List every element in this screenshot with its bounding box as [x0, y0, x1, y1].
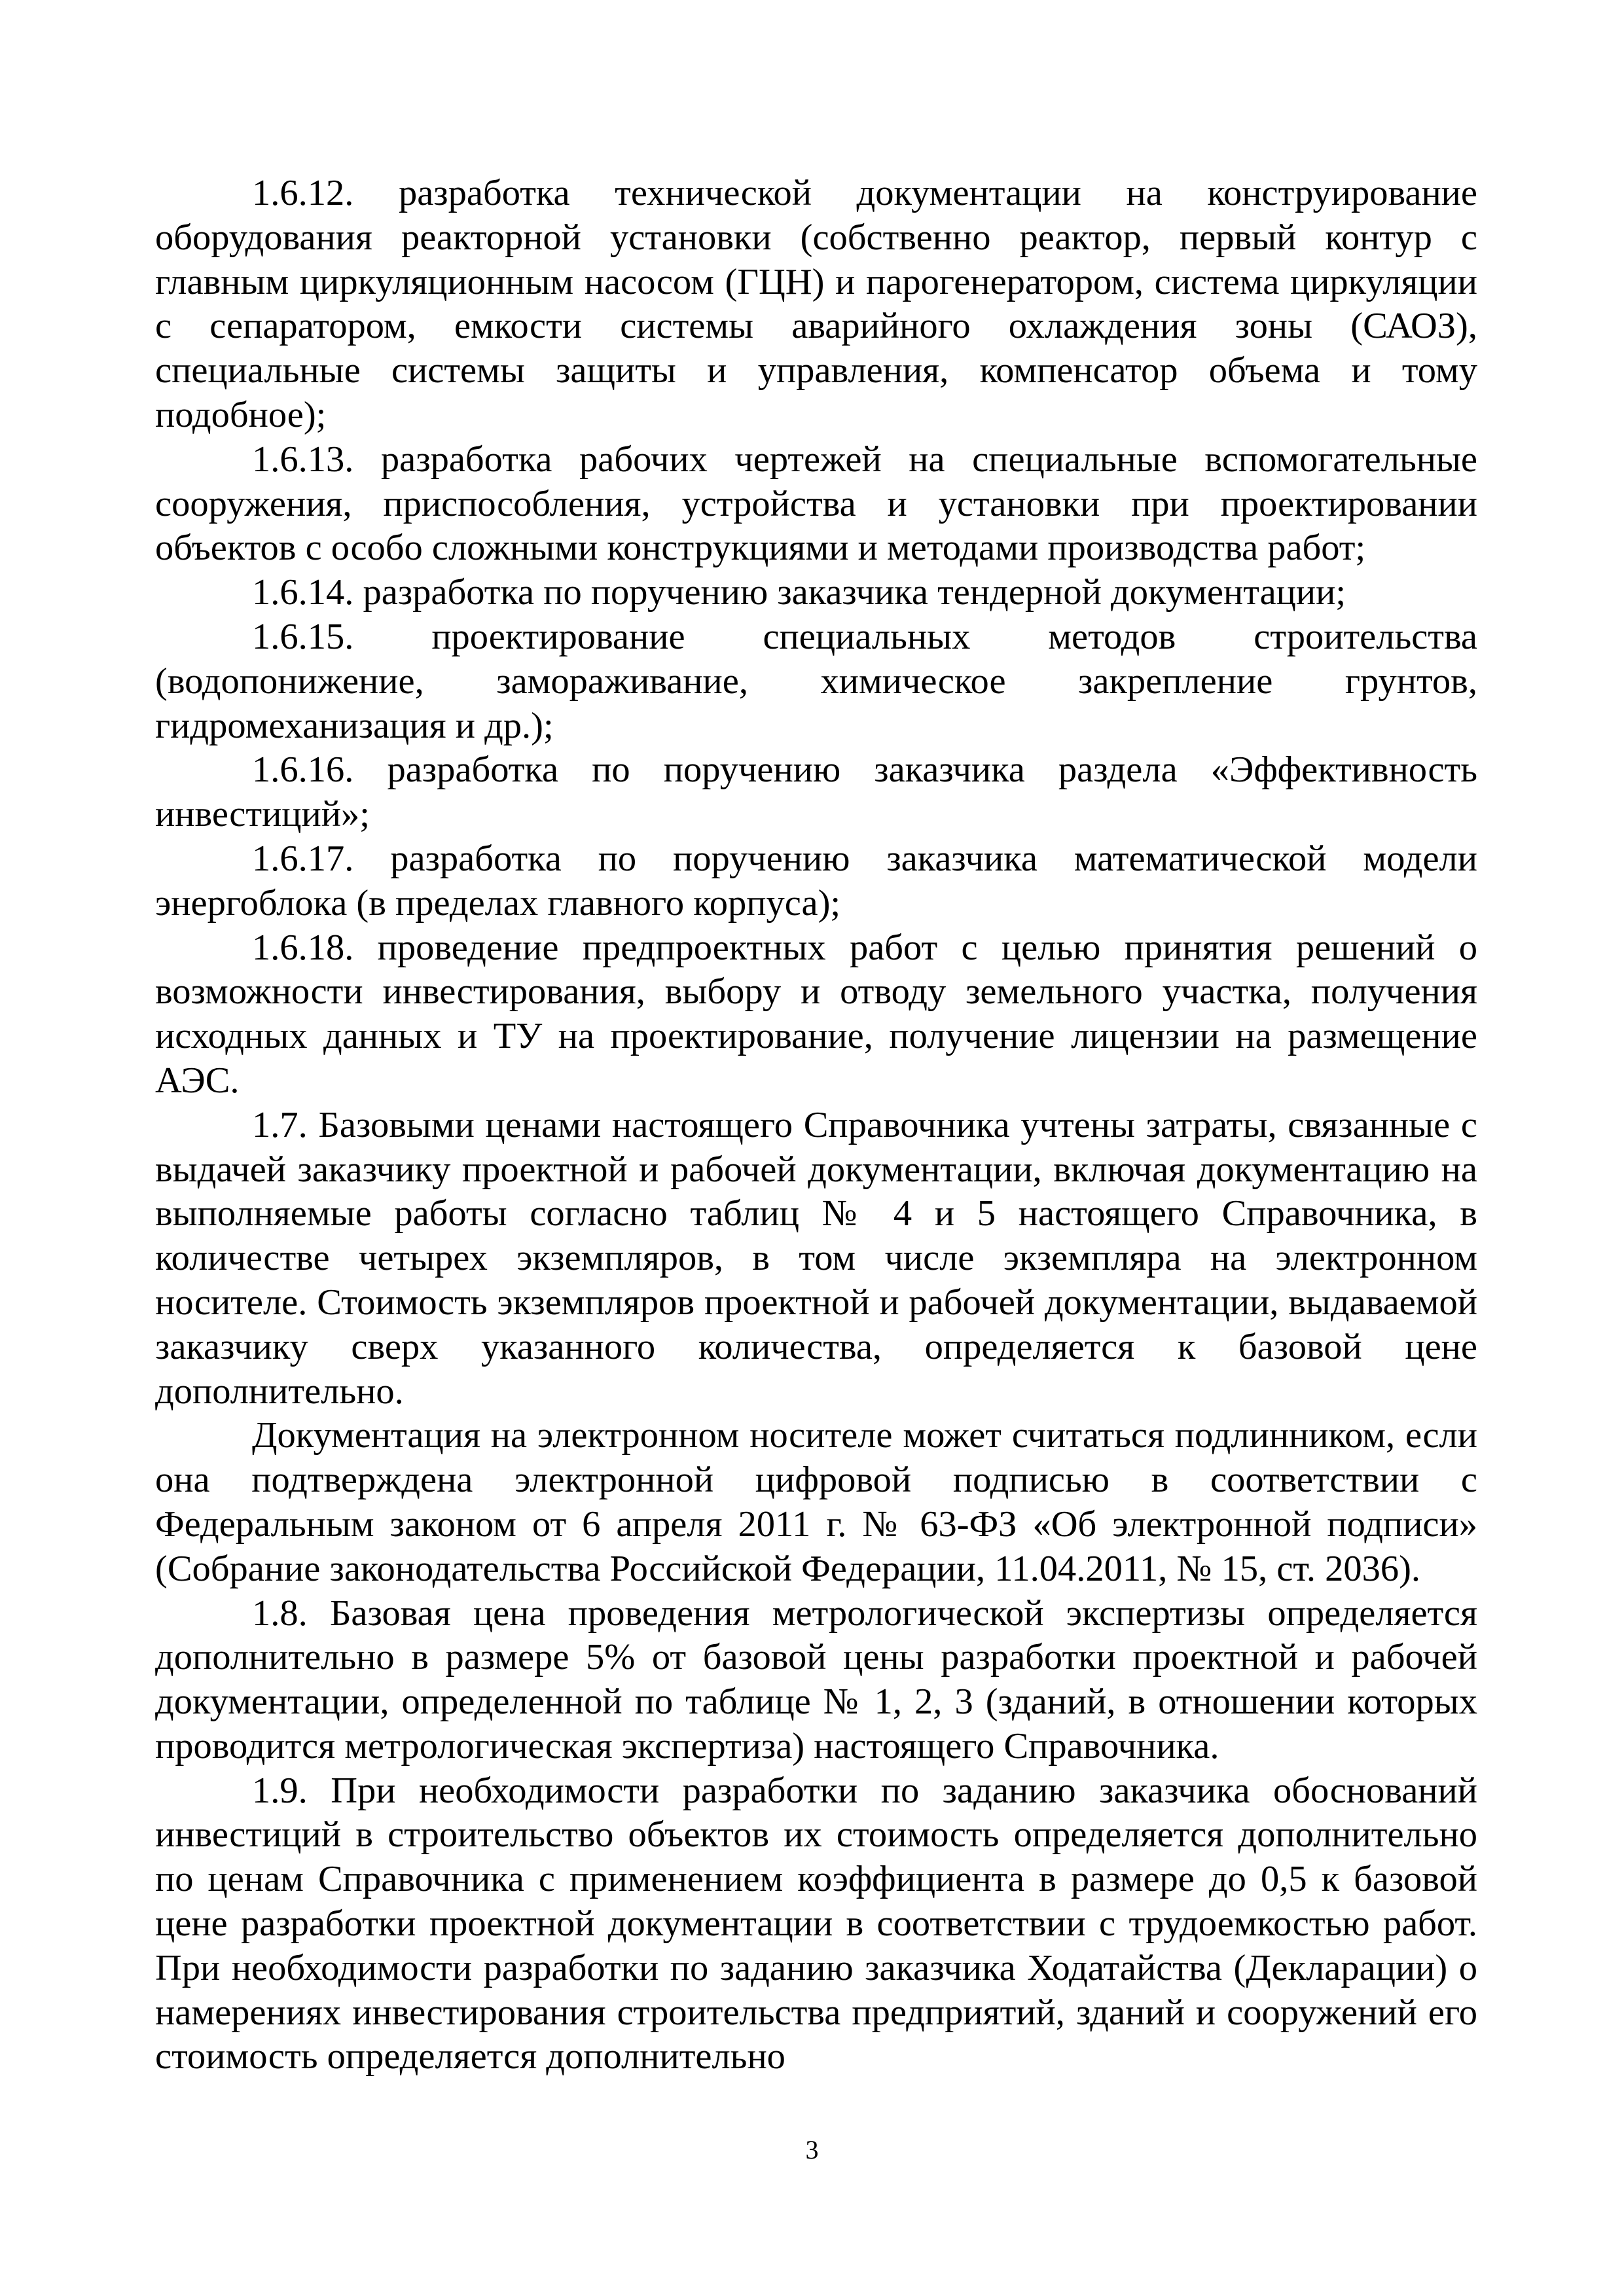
paragraph-1-6-13: 1.6.13. разработка рабочих чертежей на специальные вспомогательные сооружения, приспособления, устройства и установки при проектировании объектов с особо сложными конструкциями и методами производства работ; — [155, 439, 1477, 569]
paragraph-1-6-12: 1.6.12. разработка технической документации на конструирование оборудования реакторной установки (собственно реактор, первый контур с главным циркуляционным насосом (ГЦН) и парогенератором, система циркуляции с сепаратором, емкости системы аварийного охлаждения зоны (САОЗ), специальные системы защиты и управления, компенсатор объема и тому подобное); — [155, 173, 1477, 435]
paragraph-1-8: 1.8. Базовая цена проведения метрологической экспертизы определяется дополнительно в размере 5% от базовой цены разработки проектной и рабочей документации, определенной по таблице № 1, 2, 3 (зданий, в отношении которых проводится метрологическая экспертиза) настоящего Справочника. — [155, 1592, 1477, 1767]
document-body — [155, 171, 1477, 2079]
paragraph-1-9: 1.9. При необходимости разработки по заданию заказчика обоснований инвестиций в строительство объектов их стоимость определяется дополнительно по ценам Справочника с применением коэффициента в размере до 0,5 к базовой цене разработки проектной документации в соответствии с трудоемкостью работ. При необходимости разработки по заданию заказчика Ходатайства (Декларации) о намерениях инвестирования строительства предприятий, зданий и сооружений его стоимость определяется дополнительно — [155, 1770, 1477, 2077]
paragraph-1-6-17: 1.6.17. разработка по поручению заказчика математической модели энергоблока (в пределах главного корпуса); — [155, 838, 1477, 924]
paragraph-1-6-18: 1.6.18. проведение предпроектных работ с целью принятия решений о возможности инвестирования, выбору и отводу земельного участка, получения исходных данных и ТУ на проектирование, получение лицензии на размещение АЭС. — [155, 927, 1477, 1101]
paragraph-1-6-15: 1.6.15. проектирование специальных методов строительства (водопонижение, замораживание, химическое закрепление грунтов, гидромеханизация и др.); — [155, 616, 1477, 746]
paragraph-1-7: 1.7. Базовыми ценами настоящего Справочника учтены затраты, связанные с выдачей заказчику проектной и рабочей документации, включая документацию на выполняемые работы согласно таблиц № 4 и 5 настоящего Справочника, в количестве четырех экземпляров, в том числе экземпляра на электронном носителе. Стоимость экземпляров проектной и рабочей документации, выдаваемой заказчику сверх указанного количества, определяется к базовой цене дополнительно. — [155, 1104, 1477, 1412]
paragraph-1-6-14: 1.6.14. разработка по поручению заказчика тендерной документации; — [252, 572, 1346, 613]
paragraph-electronic-documentation: Документация на электронном носителе может считаться подлинником, если она подтверждена электронной цифровой подписью в соответствии с Федеральным законом от 6 апреля 2011 г. № 63-ФЗ «Об электронной подписи» (Собрание законодательства Российской Федерации, 11.04.2011, № 15, ст. 2036). — [155, 1415, 1477, 1589]
page-number: 3 — [805, 2135, 819, 2164]
paragraph-1-6-16: 1.6.16. разработка по поручению заказчика раздела «Эффективность инвестиций»; — [155, 749, 1477, 835]
